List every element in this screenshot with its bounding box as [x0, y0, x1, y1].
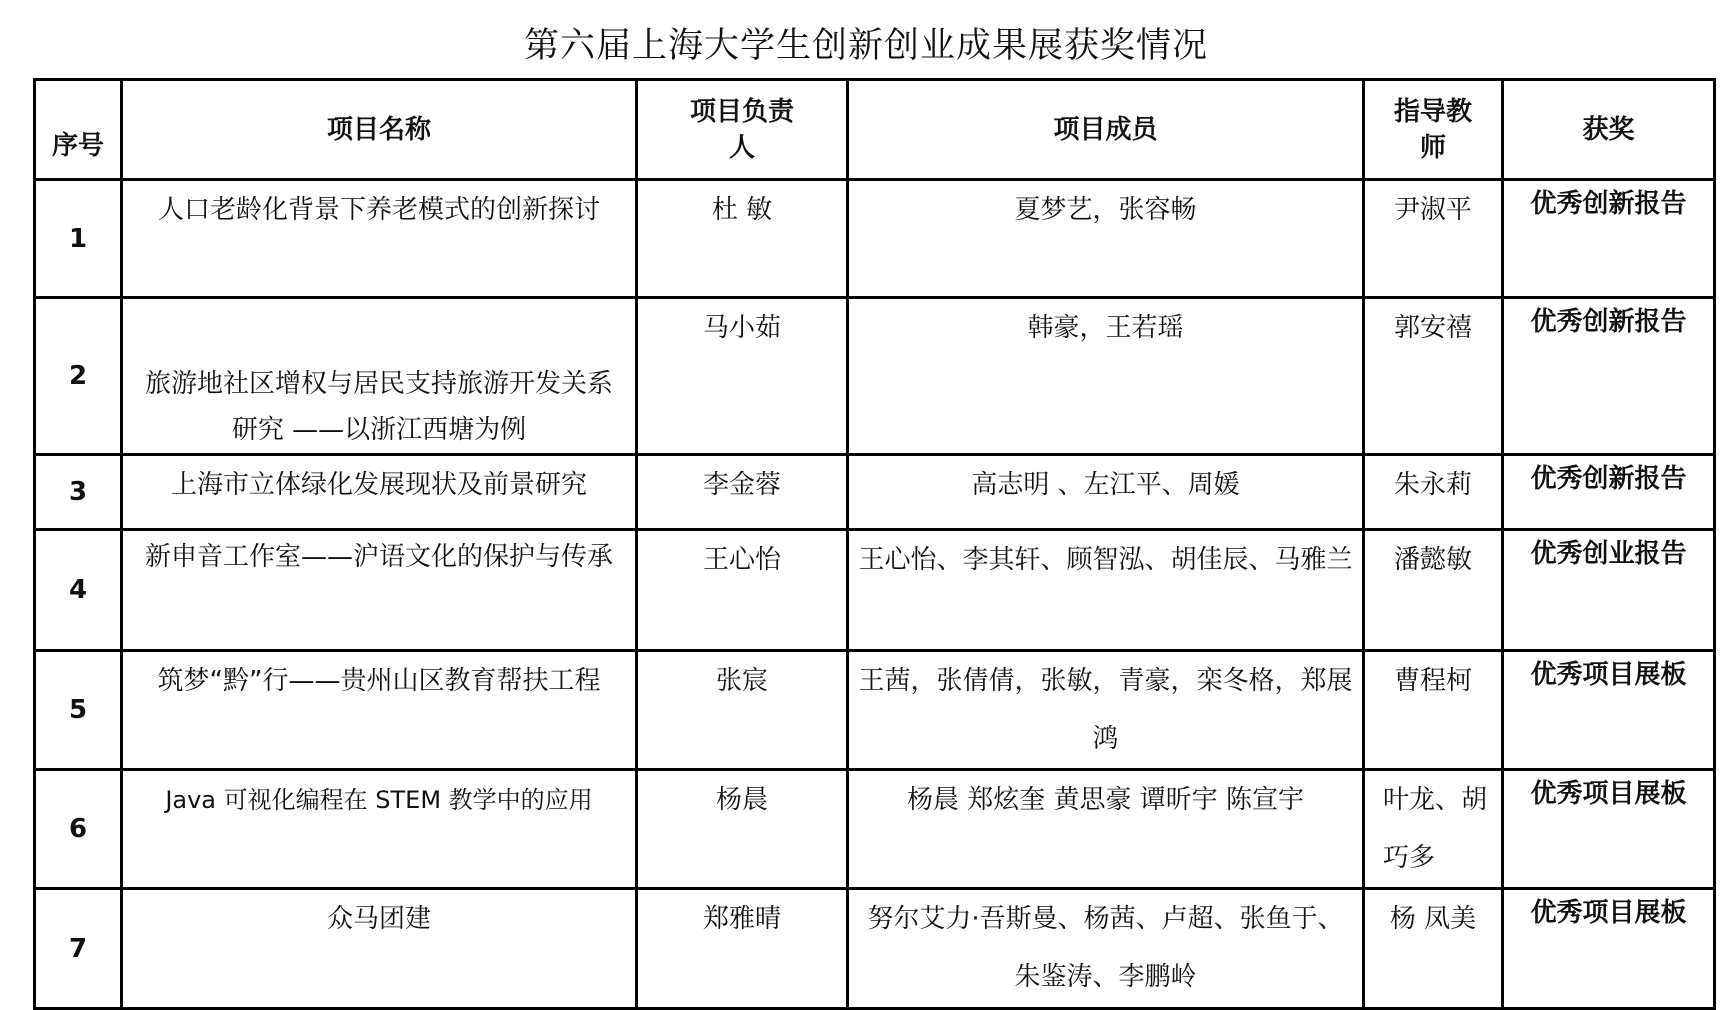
- row-index: [35, 770, 122, 889]
- award-cell: [1503, 889, 1715, 1009]
- project-name-cell: [122, 530, 637, 651]
- award-cell-text: 优秀创新报告: [1530, 464, 1687, 494]
- project-name-cell-text: 人口老龄化背景下养老模式的创新探讨: [157, 195, 600, 225]
- award-cell: [1503, 530, 1715, 651]
- leader-cell: [637, 455, 848, 530]
- row-index-text: 2: [68, 361, 88, 391]
- members-cell-text: 高志明 、左江平、周媛: [971, 470, 1240, 500]
- award-cell: [1503, 455, 1715, 530]
- award-cell: [1503, 651, 1715, 770]
- advisor-cell: [1364, 651, 1503, 770]
- advisor-cell-text: 朱永莉: [1393, 470, 1472, 500]
- members-cell: [848, 770, 1364, 889]
- row-index-text: 1: [68, 223, 88, 254]
- leader-cell-text: 郑雅晴: [702, 904, 781, 934]
- row-index-text: 7: [68, 933, 88, 964]
- project-name-cell: [122, 651, 637, 770]
- members-cell-text: 努尔艾力·吾斯曼、杨茜、卢超、张鱼于、朱鉴涛、李鹏岭: [867, 904, 1344, 992]
- members-cell-text: 王心怡、李其轩、顾智泓、胡佳辰、马雅兰: [858, 545, 1353, 575]
- table-row: [35, 889, 1715, 1009]
- project-name-cell: [122, 455, 637, 530]
- members-cell: [848, 180, 1364, 298]
- row-index: [35, 180, 122, 298]
- leader-cell-text: 马小茹: [702, 313, 781, 343]
- project-name-cell: [122, 889, 637, 1009]
- advisor-cell: [1364, 530, 1503, 651]
- award-cell-text: 优秀项目展板: [1530, 660, 1687, 690]
- table-row: [35, 530, 1715, 651]
- advisor-cell-text: 曹程柯: [1393, 666, 1472, 696]
- advisor-cell-text: 杨 凤美: [1389, 904, 1477, 934]
- members-cell: [848, 530, 1364, 651]
- row-index: [35, 530, 122, 651]
- project-name-cell-text: 众马团建: [326, 904, 431, 934]
- advisor-cell: [1364, 889, 1503, 1009]
- leader-cell: [637, 889, 848, 1009]
- row-index-text: 3: [68, 477, 88, 507]
- row-index: [35, 298, 122, 455]
- award-cell: [1503, 298, 1715, 455]
- header-members: 项目成员: [848, 80, 1364, 180]
- project-name-cell: [122, 298, 637, 455]
- leader-cell: [637, 651, 848, 770]
- members-cell: [848, 889, 1364, 1009]
- leader-cell-text: 王心怡: [702, 545, 781, 575]
- row-index: [35, 889, 122, 1009]
- document-title: 第六届上海大学生创新创业成果展获奖情况: [523, 26, 1208, 66]
- table-row: [35, 770, 1715, 889]
- leader-cell: [637, 180, 848, 298]
- advisor-cell: [1364, 180, 1503, 298]
- advisor-cell: [1364, 455, 1503, 530]
- members-cell-text: 韩豪，王若瑶: [1027, 313, 1184, 343]
- award-cell-text: 优秀创新报告: [1530, 307, 1687, 337]
- members-cell: [848, 455, 1364, 530]
- advisor-cell: [1364, 770, 1503, 889]
- table-row: [35, 298, 1715, 455]
- advisor-cell-text: 潘懿敏: [1393, 545, 1472, 575]
- project-name-cell: [122, 770, 637, 889]
- advisor-cell-text: 尹淑平: [1393, 195, 1472, 225]
- row-index: [35, 651, 122, 770]
- members-cell-text: 杨晨 郑炫奎 黄思豪 谭昕宇 陈宣宇: [906, 785, 1305, 815]
- table-row: [35, 455, 1715, 530]
- members-cell-text: 夏梦艺，张容畅: [1014, 195, 1197, 225]
- row-index-text: 5: [68, 695, 88, 725]
- members-cell: [848, 298, 1364, 455]
- advisor-cell: [1364, 298, 1503, 455]
- advisor-cell-text: 郭安禧: [1393, 313, 1472, 343]
- award-cell-text: 优秀项目展板: [1530, 898, 1687, 928]
- project-name-cell-text: 新申音工作室——沪语文化的保护与传承: [144, 542, 613, 572]
- award-cell-text: 优秀项目展板: [1530, 779, 1687, 809]
- awards-table: [33, 78, 1716, 1010]
- leader-cell: [637, 770, 848, 889]
- leader-cell-text: 李金蓉: [702, 470, 781, 500]
- project-name-cell-text: 筑梦“黔”行——贵州山区教育帮扶工程: [157, 666, 601, 696]
- leader-cell-text: 杨晨: [715, 785, 768, 815]
- leader-cell-text: 杜 敏: [711, 195, 773, 225]
- members-cell-text: 王茜，张倩倩，张敏，青豪，栾冬格，郑展鸿: [858, 666, 1353, 754]
- header-project-name: 项目名称: [122, 80, 637, 180]
- award-cell: [1503, 180, 1715, 298]
- project-name-cell-text: 上海市立体绿化发展现状及前景研究: [170, 470, 587, 500]
- row-index-text: 6: [68, 814, 88, 844]
- leader-cell: [637, 530, 848, 651]
- advisor-cell-text: 叶龙、胡巧多: [1383, 785, 1488, 873]
- leader-cell-text: 张宸: [715, 666, 768, 696]
- project-name-cell-text: Java 可视化编程在 STEM 教学中的应用: [165, 786, 593, 814]
- award-cell-text: 优秀创业报告: [1530, 539, 1687, 569]
- award-cell-text: 优秀创新报告: [1530, 189, 1687, 219]
- header-advisor: 指导教师: [1364, 80, 1503, 180]
- award-cell: [1503, 770, 1715, 889]
- project-name-cell: [122, 180, 637, 298]
- table-row: [35, 180, 1715, 298]
- members-cell: [848, 651, 1364, 770]
- table-header-row: [35, 80, 1715, 180]
- header-leader: 项目负责人: [637, 80, 848, 180]
- header-index: 序号: [35, 80, 122, 180]
- row-index-text: 4: [68, 575, 88, 605]
- table-row: [35, 651, 1715, 770]
- header-award: 获奖: [1503, 80, 1715, 180]
- project-name-cell-text: 旅游地社区增权与居民支持旅游开发关系研究 ——以浙江西塘为例: [144, 369, 613, 445]
- row-index: [35, 455, 122, 530]
- leader-cell: [637, 298, 848, 455]
